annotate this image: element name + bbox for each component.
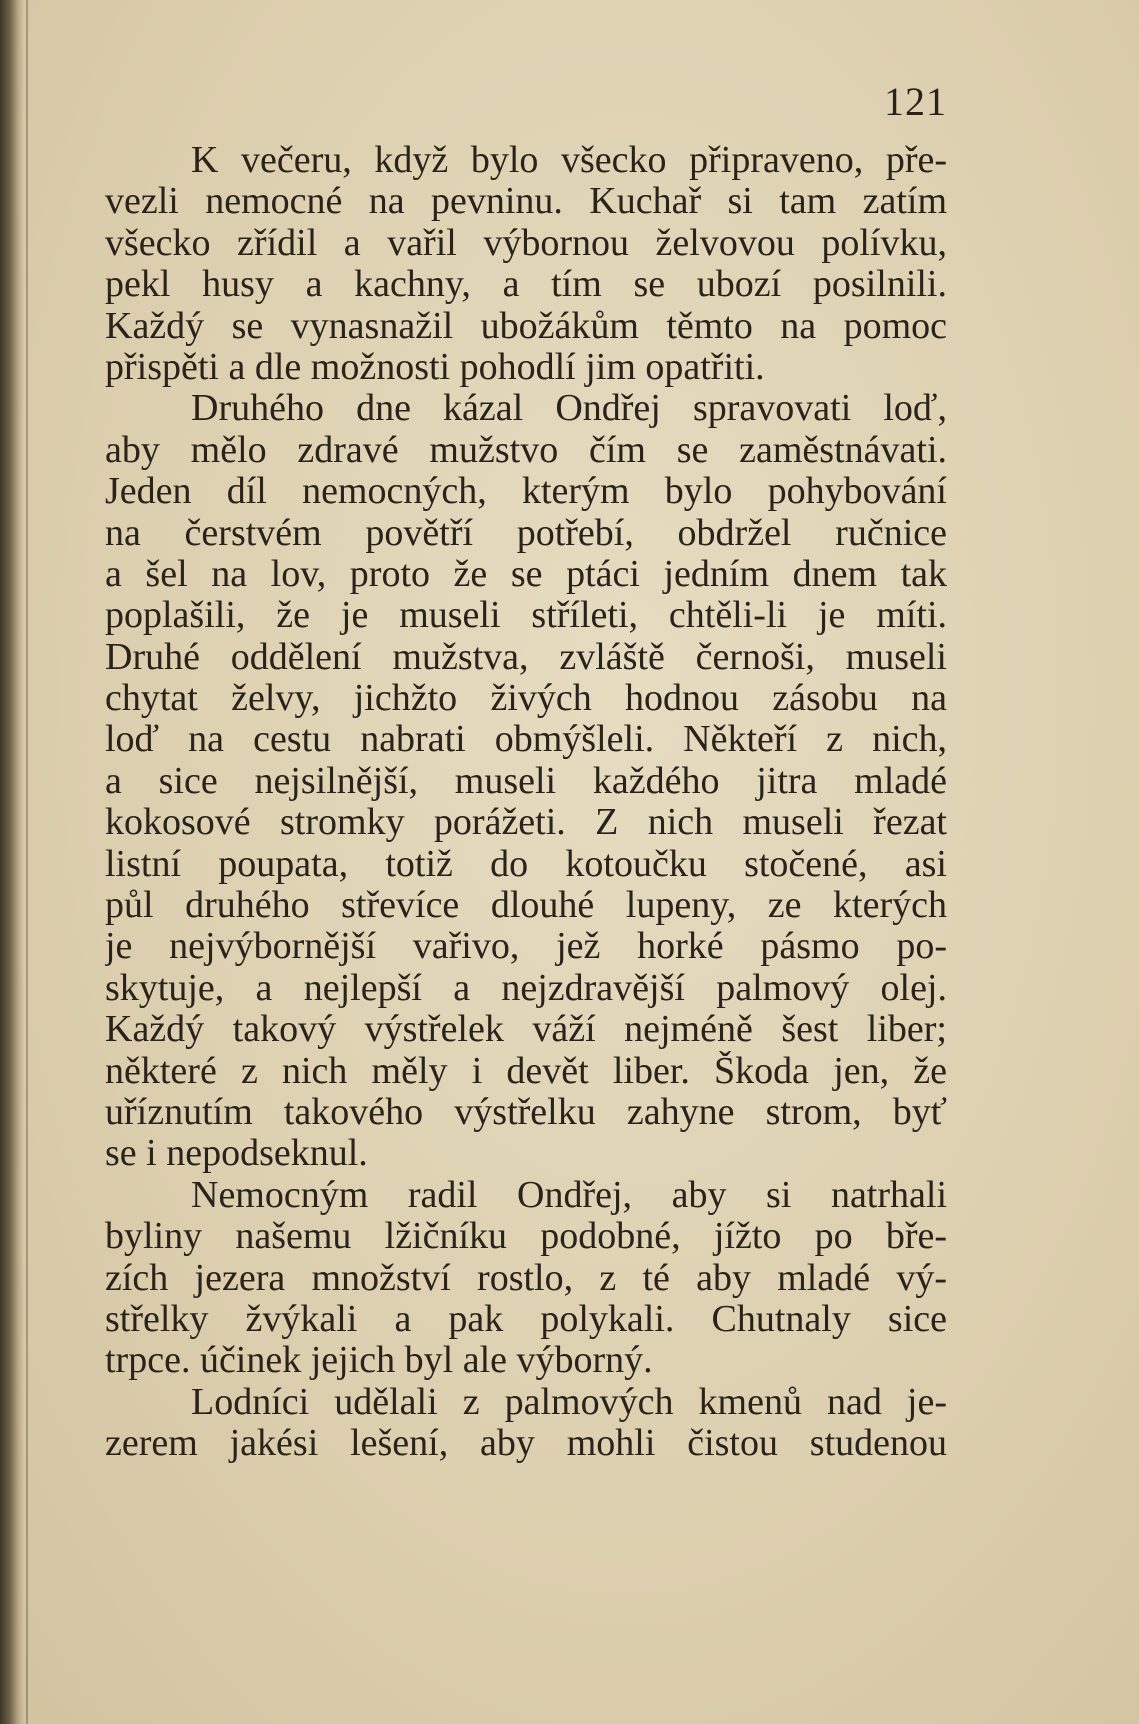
text-line: poplašili, že je museli stříleti, chtěli-li je míti. (105, 595, 947, 637)
text-line: půl druhého střevíce dlouhé lupeny, ze kterých (105, 885, 947, 927)
text-line: Každý se vynasnažil ubožákům těmto na pomoc (105, 305, 947, 347)
text-line: Druhé oddělení mužstva, zvláště černoši, museli (105, 636, 947, 678)
text-line: chytat želvy, jichžto živých hodnou zásobu na (105, 678, 947, 720)
text-line: některé z nich měly i devět liber. Škoda jen, že (105, 1050, 947, 1092)
book-binding-edge (0, 0, 24, 1724)
text-line: zích jezera množství rostlo, z té aby mladé vý- (105, 1257, 947, 1299)
text-line: Nemocným radil Ondřej, aby si natrhali (191, 1174, 947, 1216)
text-line: pekl husy a kachny, a tím se ubozí posilnili. (105, 264, 947, 306)
text-line: se i nepodseknul. (105, 1133, 368, 1175)
text-line: trpce. účinek jejich byl ale výborný. (105, 1340, 653, 1382)
text-line: Jeden díl nemocných, kterým bylo pohybování (105, 471, 947, 513)
text-line: aby mělo zdravé mužstvo čím se zaměstnávati. (105, 429, 947, 471)
text-line: je nejvýbornější vařivo, jež horké pásmo po- (105, 926, 947, 968)
text-line: zerem jakési lešení, aby mohli čistou studenou (105, 1423, 947, 1465)
text-line: vezli nemocné na pevninu. Kuchař si tam zatím (105, 181, 947, 223)
text-line: všecko zřídil a vařil výbornou želvovou polívku, (105, 222, 947, 264)
text-line: a sice nejsilnější, museli každého jitra mladé (105, 760, 947, 802)
text-line: Druhého dne kázal Ondřej spravovati loď, (191, 388, 947, 430)
text-line: loď na cestu nabrati obmýšleli. Někteří z nich, (105, 719, 947, 761)
text-line: uříznutím takového výstřelku zahyne strom, byť (105, 1091, 947, 1133)
text-line: Každý takový výstřelek váží nejméně šest liber; (105, 1009, 947, 1051)
text-line: listní poupata, totiž do kotoučku stočené, asi (105, 843, 947, 885)
text-line: a šel na lov, proto že se ptáci jedním dnem tak (105, 553, 947, 595)
text-line: střelky žvýkali a pak polykali. Chutnaly sice (105, 1298, 947, 1340)
text-line: na čerstvém povětří potřebí, obdržel ručnice (105, 512, 947, 554)
text-line: přispěti a dle možnosti pohodlí jim opatřiti. (105, 346, 765, 388)
page-number: 121 (884, 79, 947, 124)
text-line: byliny našemu lžičníku podobné, jížto po bře- (105, 1216, 947, 1258)
body-text (105, 140, 947, 1465)
text-line: Lodníci udělali z palmových kmenů nad je- (191, 1381, 947, 1423)
text-line: K večeru, když bylo všecko připraveno, pře- (191, 140, 947, 181)
text-line: kokosové stromky porážeti. Z nich museli řezat (105, 802, 947, 844)
text-line: skytuje, a nejlepší a nejzdravější palmový olej. (105, 967, 947, 1009)
